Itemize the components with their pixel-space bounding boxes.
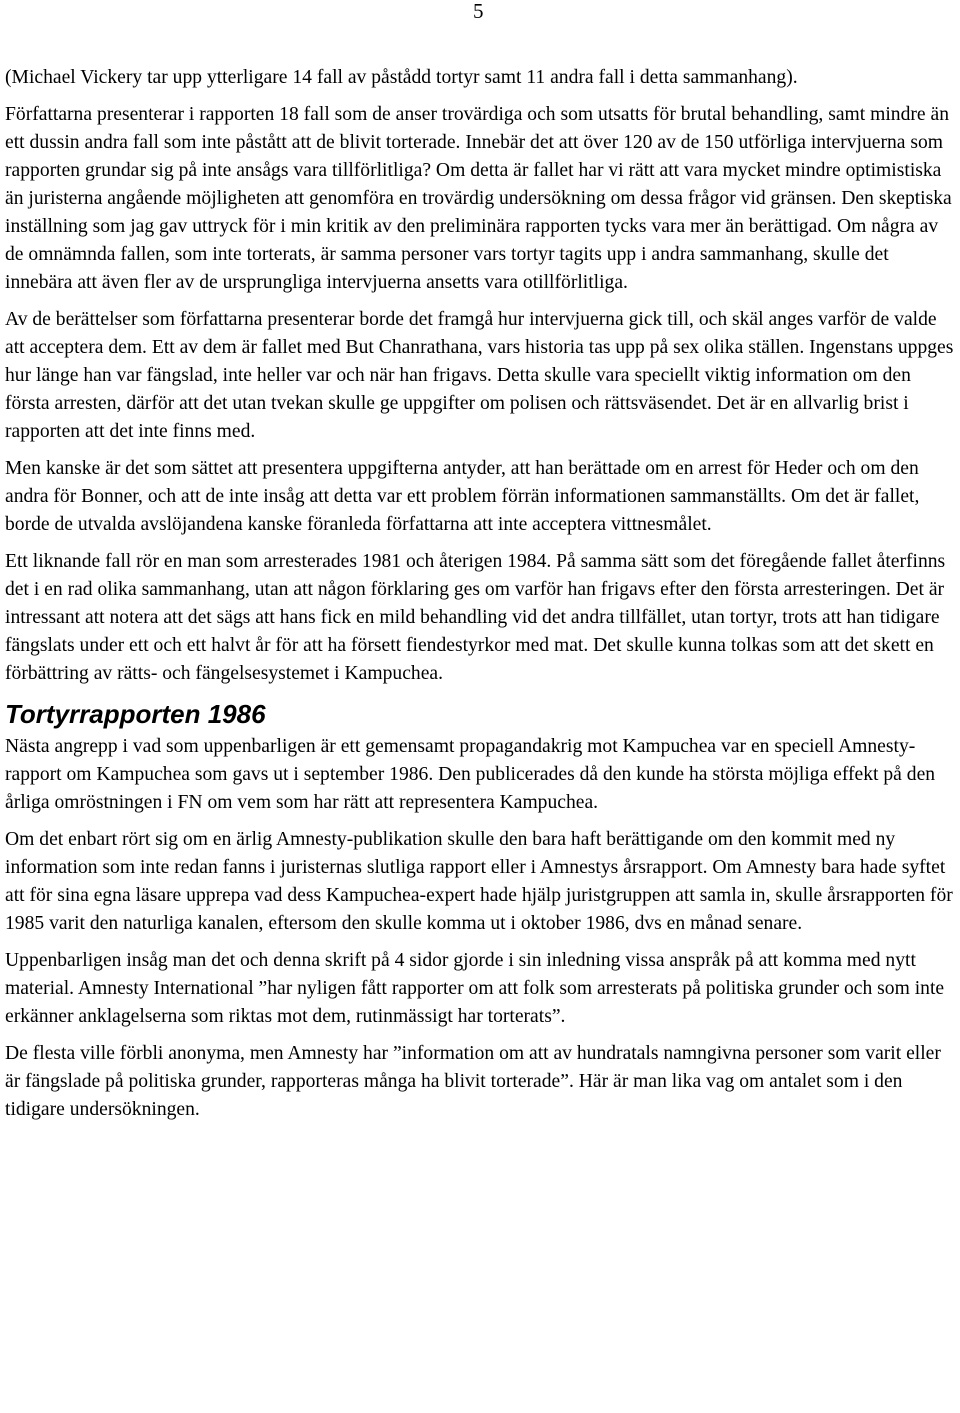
- paragraph-anonymous: De flesta ville förbli anonyma, men Amnesty har ”information om att av hundratals namngivna personer som varit eller är fängslade på politiska grunder, rapporteras många ha blivit torterade”. Här är man lika vag om antalet som i den tidigare undersökningen.: [5, 1043, 941, 1120]
- paragraph-vickery-note: (Michael Vickery tar upp ytterligare 14 fall av påstådd tortyr samt 11 andra fall i detta sammanhang).: [5, 67, 798, 88]
- paragraph-credibility: Författarna presenterar i rapporten 18 fall som de anser trovärdiga och som utsatts för brutal behandling, samt mindre än ett dussin andra fall som inte påstått att de blivit torterade. Innebär det att över 120 av de 150 utförliga intervjuerna som rapporten grundar sig på inte ansågs vara tillförlitliga? Om detta är fallet har vi rätt att vara mycket mindre optimistiska än juristerna angående möjligheten att genomföra en trovärdig undersökning om dessa frågor vid gränsen. Den skeptiska inställning som jag gav uttryck för i min kritik av den preliminära rapporten tycks vara mer än berättigad. Om några av de omnämnda fallen, som inte torterats, är samma personer vars tortyr tagits upp i andra sammanhang, skulle det innebära att även fler av de ursprungliga intervjuerna ansetts vara otillförlitliga.: [5, 104, 952, 293]
- paragraph-new-material: Uppenbarligen insåg man det och denna skrift på 4 sidor gjorde i sin inledning vissa anspråk på att komma med nytt material. Amnesty International ”har nyligen fått rapporter om att folk som arresterats på politiska grunder och som inte erkänner anklagelserna som riktas mot dem, rutinmässigt har torterats”.: [5, 950, 945, 1027]
- paragraph-but-chanrathana: Av de berättelser som författarna presenterar borde det framgå hur intervjuerna gick till, och skäl anges varför de valde att acceptera dem. Ett av dem är fallet med But Chanrathana, vars historia tas upp på sex olika ställen. Ingenstans uppges hur länge han var fängslad, inte heller var och när han frigavs. Detta skulle vara speciellt viktig information om den första arresten, därför att det utan tvekan skulle ge uppgifter om polisen och rättsväsendet. Det är en allvarlig brist i rapporten att det inte finns med.: [5, 309, 954, 442]
- paragraph-amnesty-publication: Om det enbart rört sig om en ärlig Amnesty-publikation skulle den bara haft berättigande om den kommit med ny information som inte redan fanns i juristernas slutliga rapport eller i Amnestys årsrapport. Om Amnesty bara hade syftet att för sina egna läsare upprepa vad dess Kampuchea-expert hade hjälp juristgruppen att samla in, skulle årsrapporten för 1985 varit den naturliga kanalen, eftersom den skulle komma ut i oktober 1986, dvs en månad senare.: [5, 829, 953, 934]
- paragraph-propaganda: Nästa angrepp i vad som uppenbarligen är ett gemensamt propagandakrig mot Kampuchea var en speciell Amnesty-rapport om Kampuchea som gavs ut i september 1986. Den publicerades då den kunde ha största möjliga effekt på den årliga omröstningen i FN om vem som har rätt att representera Kampuchea.: [5, 736, 936, 813]
- paragraph-heder-bonner: Men kanske är det som sättet att presentera uppgifterna antyder, att han berättade om en arrest för Heder och om den andra för Bonner, och att de inte insåg att detta var ett problem förrän informationen sammanställts. Om det är fallet, borde de utvalda avslöjandena kanske föranleda författarna att inte acceptera vittnesmålet.: [5, 458, 920, 535]
- section-heading: Tortyrrapporten 1986: [5, 699, 266, 729]
- document-body: [5, 64, 956, 1133]
- paragraph-1981-1984: Ett liknande fall rör en man som arresterades 1981 och återigen 1984. På samma sätt som det föregående fallet återfinns det i en rad olika sammanhang, utan att någon förklaring ges om varför han frigavs efter den första arresteringen. Det är intressant att notera att det sägs att hans fick en mild behandling vid det andra tillfället, utan tortyr, trots att han tidigare fängslats under ett och ett halvt år för att ha försett fiendestyrkor med mat. Det skulle kunna tolkas som att det skett en förbättring av rätts- och fängelsesystemet i Kampuchea.: [5, 551, 946, 684]
- page-number: 5: [473, 0, 484, 23]
